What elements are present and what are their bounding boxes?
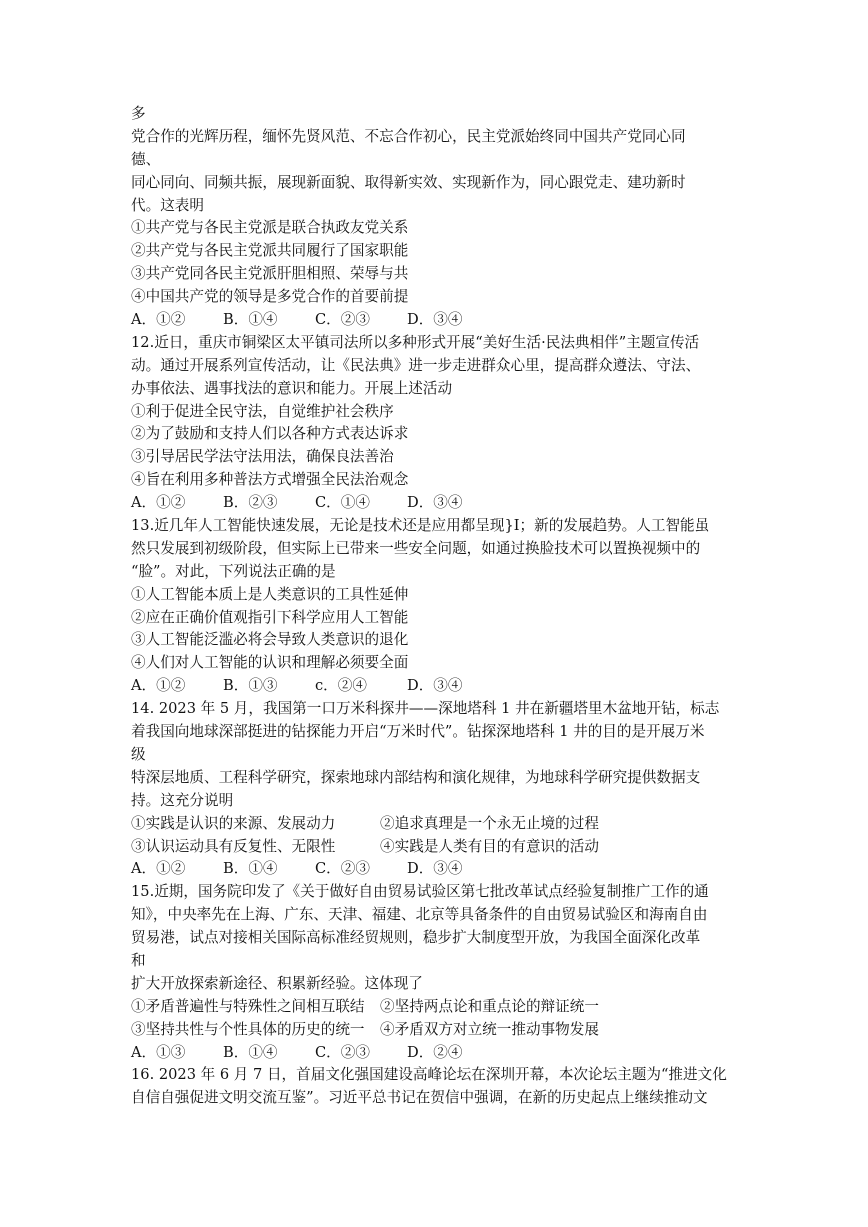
statement-pair — [131, 813, 747, 836]
statement-item: ③坚持共性与个性具体的历史的统一 — [131, 1020, 365, 1038]
question-16 — [131, 1064, 747, 1110]
option-a: A．①② — [131, 677, 186, 695]
question-text-line: 16. 2023 年 6 月 7 日，首届文化强国建设高峰论坛在深圳开幕，本次论坛主题为“推进文化 — [131, 1066, 727, 1084]
statement-item: ①共产党与各民主党派是联合执政友党关系 — [131, 219, 409, 237]
statement-item: ④中国共产党的领导是多党合作的首要前提 — [131, 288, 409, 306]
question-text-line: 党合作的光辉历程，缅怀先贤风范、不忘合作初心，民主党派始终同中国共产党同心同 — [131, 127, 686, 145]
question-text-line: 代。这表明 — [131, 196, 204, 214]
question-text-line: 和 — [131, 951, 146, 969]
option-d: D．③④ — [407, 494, 463, 512]
statement-item: ②共产党与各民主党派共同履行了国家职能 — [131, 242, 409, 260]
question-text-line: 自信自强促进文明交流互鉴”。习近平总书记在贺信中强调，在新的历史起点上继续推动文 — [131, 1089, 708, 1107]
statement-item: ③引导居民学法守法用法，确保良法善治 — [131, 448, 394, 466]
option-d: D．③④ — [407, 860, 463, 878]
question-text-line: 15.近期，国务院印发了《关于做好自由贸易试验区第七批改革试点经验复制推广工作的通 — [131, 883, 709, 901]
option-a: A．①② — [131, 860, 186, 878]
statement-item: ①利于促进全民守法，自觉维护社会秩序 — [131, 402, 394, 420]
question-text-line: 12.近日，重庆市铜梁区太平镇司法所以多种形式开展“美好生活·民法典相伴”主题宣传活 — [131, 333, 700, 351]
option-b: B．①④ — [223, 860, 278, 878]
question-text-line: 同心同向、同频共振，展现新面貌、取得新实效、实现新作为，同心跟党走、建功新时 — [131, 173, 686, 191]
option-c: C．②③ — [315, 311, 370, 329]
statement-item: ②追求真理是一个永无止境的过程 — [380, 814, 599, 832]
statement-item: ②坚持两点论和重点论的辩证统一 — [380, 997, 599, 1015]
statement-item: ②应在正确价值观指引下科学应用人工智能 — [131, 608, 409, 626]
statement-pair — [131, 1019, 747, 1042]
option-c: C．②③ — [315, 1043, 370, 1061]
statement-item: ①人工智能本质上是人类意识的工具性延伸 — [131, 585, 409, 603]
option-d: D．③④ — [407, 311, 463, 329]
option-b: B．①④ — [223, 311, 278, 329]
answer-options — [131, 309, 747, 332]
question-text-line: 特深层地质、工程科学研究，探索地球内部结构和演化规律，为地球科学研究提供数据支 — [131, 768, 701, 786]
question-text-line: 动。通过开展系列宣传活动，让《民法典》进一步走进群众心里，提高群众遵法、守法、 — [131, 356, 701, 374]
question-15 — [131, 881, 747, 1064]
statement-item: ①实践是认识的来源、发展动力 — [131, 814, 336, 832]
question-text-line: 级 — [131, 745, 146, 763]
option-d: D．②④ — [407, 1043, 463, 1061]
question-11-continuation — [131, 103, 747, 332]
question-14 — [131, 698, 747, 881]
option-a: A．①② — [131, 494, 186, 512]
question-text-line: 办事依法、遇事找法的意识和能力。开展上述活动 — [131, 379, 453, 397]
question-13 — [131, 515, 747, 698]
statement-item: ③认识运动具有反复性、无限性 — [131, 837, 336, 855]
option-a: A．①③ — [131, 1043, 186, 1061]
question-text-line: 着我国向地球深部挺进的钻探能力开启“万米时代”。钻探深地塔科 1 井的目的是开展万米 — [131, 723, 705, 741]
statement-item: ④实践是人类有目的有意识的活动 — [380, 837, 599, 855]
option-a: A．①② — [131, 311, 186, 329]
statement-item: ④旨在利用多种普法方式增强全民法治观念 — [131, 471, 409, 489]
answer-options — [131, 1042, 747, 1065]
question-12 — [131, 332, 747, 515]
option-c: c．②④ — [315, 677, 367, 695]
option-b: B．①③ — [223, 677, 278, 695]
statement-item: ④人们对人工智能的认识和理解必须要全面 — [131, 654, 409, 672]
option-c: C．②③ — [315, 860, 370, 878]
question-text-line: 贸易港，试点对接相关国际高标准经贸规则，稳步扩大制度型开放，为我国全面深化改革 — [131, 929, 701, 947]
option-d: D．③④ — [407, 677, 463, 695]
statement-pair — [131, 836, 747, 859]
statement-item: ②为了鼓励和支持人们以各种方式表达诉求 — [131, 425, 409, 443]
question-text-line: “脸”。对此，下列说法正确的是 — [131, 562, 336, 580]
option-b: B．②③ — [223, 494, 278, 512]
statement-item: ③人工智能泛滥必将会导致人类意识的退化 — [131, 631, 409, 649]
statement-item: ①矛盾普遍性与特殊性之间相互联结 — [131, 997, 365, 1015]
option-c: C．①④ — [315, 494, 370, 512]
option-b: B．①④ — [223, 1043, 278, 1061]
question-text-line: 14. 2023 年 5 月，我国第一口万米科探井——深地塔科 1 井在新疆塔里木盆地开钻，标志 — [131, 700, 720, 718]
question-text-line: 多 — [131, 105, 146, 122]
question-text-line: 持。这充分说明 — [131, 791, 234, 809]
question-text-line: 然只发展到初级阶段，但实际上已带来一些安全问题，如通过换脸技术可以置换视频中的 — [131, 539, 701, 557]
exam-page — [131, 103, 747, 1110]
answer-options — [131, 492, 747, 515]
question-text-line: 知》，中央率先在上海、广东、天津、福建、北京等具备条件的自由贸易试验区和海南自由 — [131, 906, 708, 924]
answer-options — [131, 675, 747, 698]
statement-item: ④矛盾双方对立统一推动事物发展 — [380, 1020, 599, 1038]
statement-item: ③共产党同各民主党派肝胆相照、荣辱与共 — [131, 265, 409, 283]
question-text-line: 扩大开放探索新途径、积累新经验。这体现了 — [131, 974, 423, 992]
question-text-line: 13.近几年人工智能快速发展，无论是技术还是应用都呈现}I；新的发展趋势。人工智能虽 — [131, 517, 710, 535]
statement-pair — [131, 996, 747, 1019]
answer-options — [131, 858, 747, 881]
question-text-line: 德、 — [131, 150, 161, 168]
